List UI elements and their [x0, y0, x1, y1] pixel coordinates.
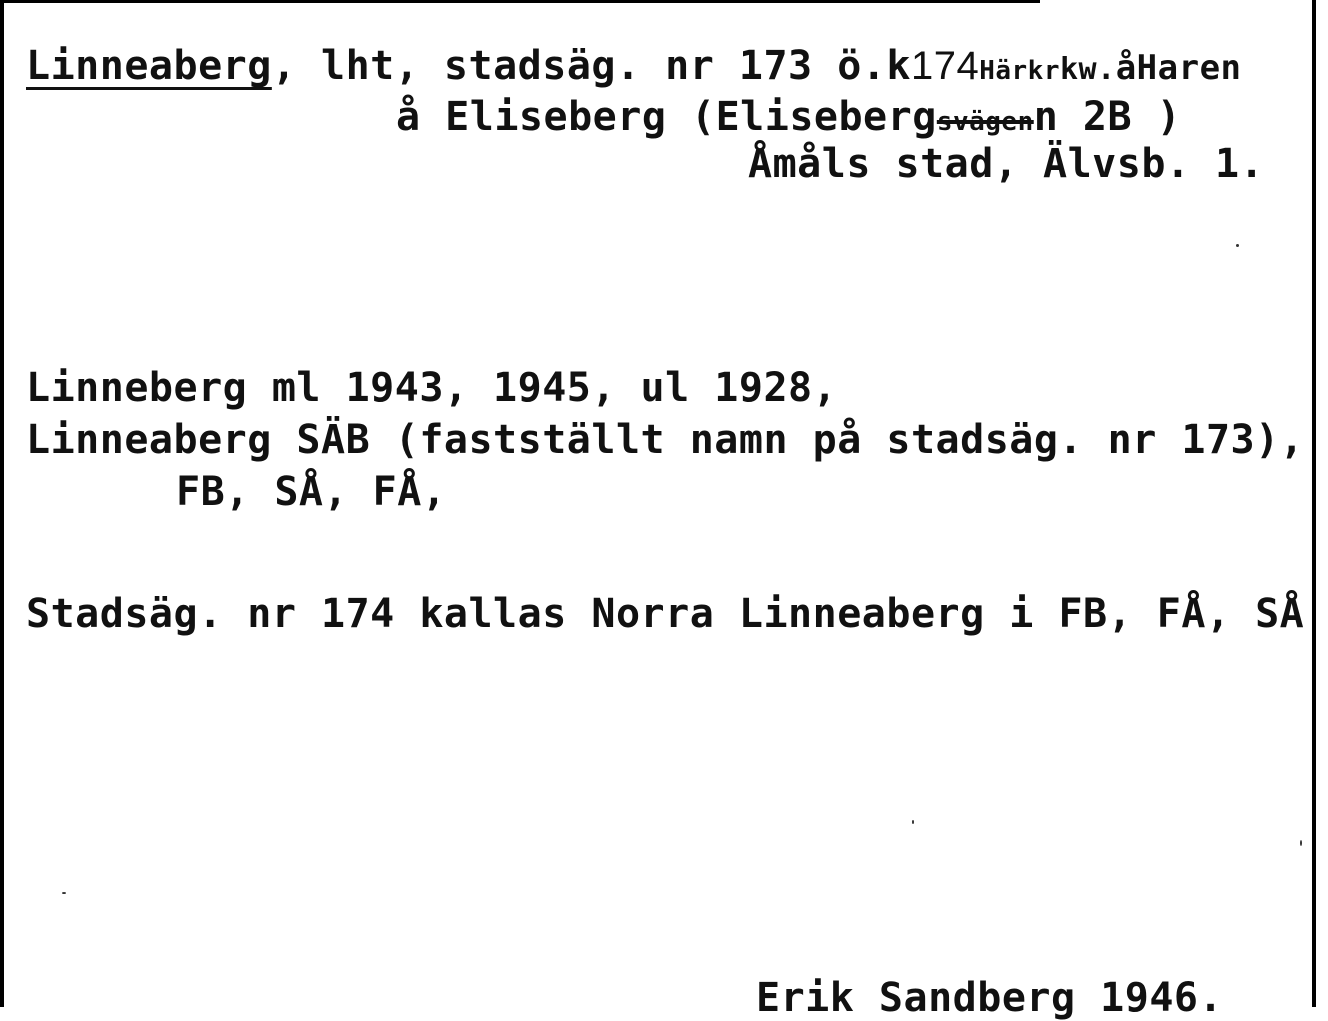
- heading-line: [26, 44, 1242, 93]
- overtyped-kw: kw.: [1060, 52, 1116, 87]
- place-name: Linneaberg: [26, 43, 272, 89]
- address-suffix: n 2B ): [1033, 94, 1182, 140]
- card-right-edge: [1312, 0, 1316, 1007]
- source-line-2: Linneaberg SÄB (fastställt namn på stadsäg. nr 173),: [26, 417, 1305, 463]
- scan-speck: [912, 820, 914, 824]
- scan-speck: [1236, 244, 1239, 247]
- scan-speck: [62, 892, 66, 894]
- card-top-edge: [0, 0, 1040, 3]
- overtyped-parish: Härkr: [979, 56, 1060, 86]
- overtyped-number: 174: [910, 44, 980, 88]
- signature-line: Erik Sandberg 1946.: [756, 975, 1224, 1021]
- location-line: Åmåls stad, Älvsb. 1.: [748, 141, 1265, 187]
- heading-details: , lht, stadsäg. nr 173: [271, 43, 838, 89]
- scan-speck: [1300, 840, 1302, 846]
- overtyped-haren: åHaren: [1115, 48, 1242, 88]
- note-line: Stadsäg. nr 174 kallas Norra Linneaberg i FB, FÅ, SÅ: [26, 591, 1305, 637]
- address-prefix: å Eliseberg (Eliseberg: [396, 94, 937, 140]
- source-line-3: FB, SÅ, FÅ,: [176, 469, 447, 515]
- card-left-edge: [0, 0, 4, 1007]
- source-line-1: Linneberg ml 1943, 1945, ul 1928,: [26, 365, 838, 411]
- address-line: [396, 95, 1181, 144]
- overtyped-abbrev: ö.k: [837, 43, 911, 89]
- address-struck: svägen: [936, 107, 1034, 137]
